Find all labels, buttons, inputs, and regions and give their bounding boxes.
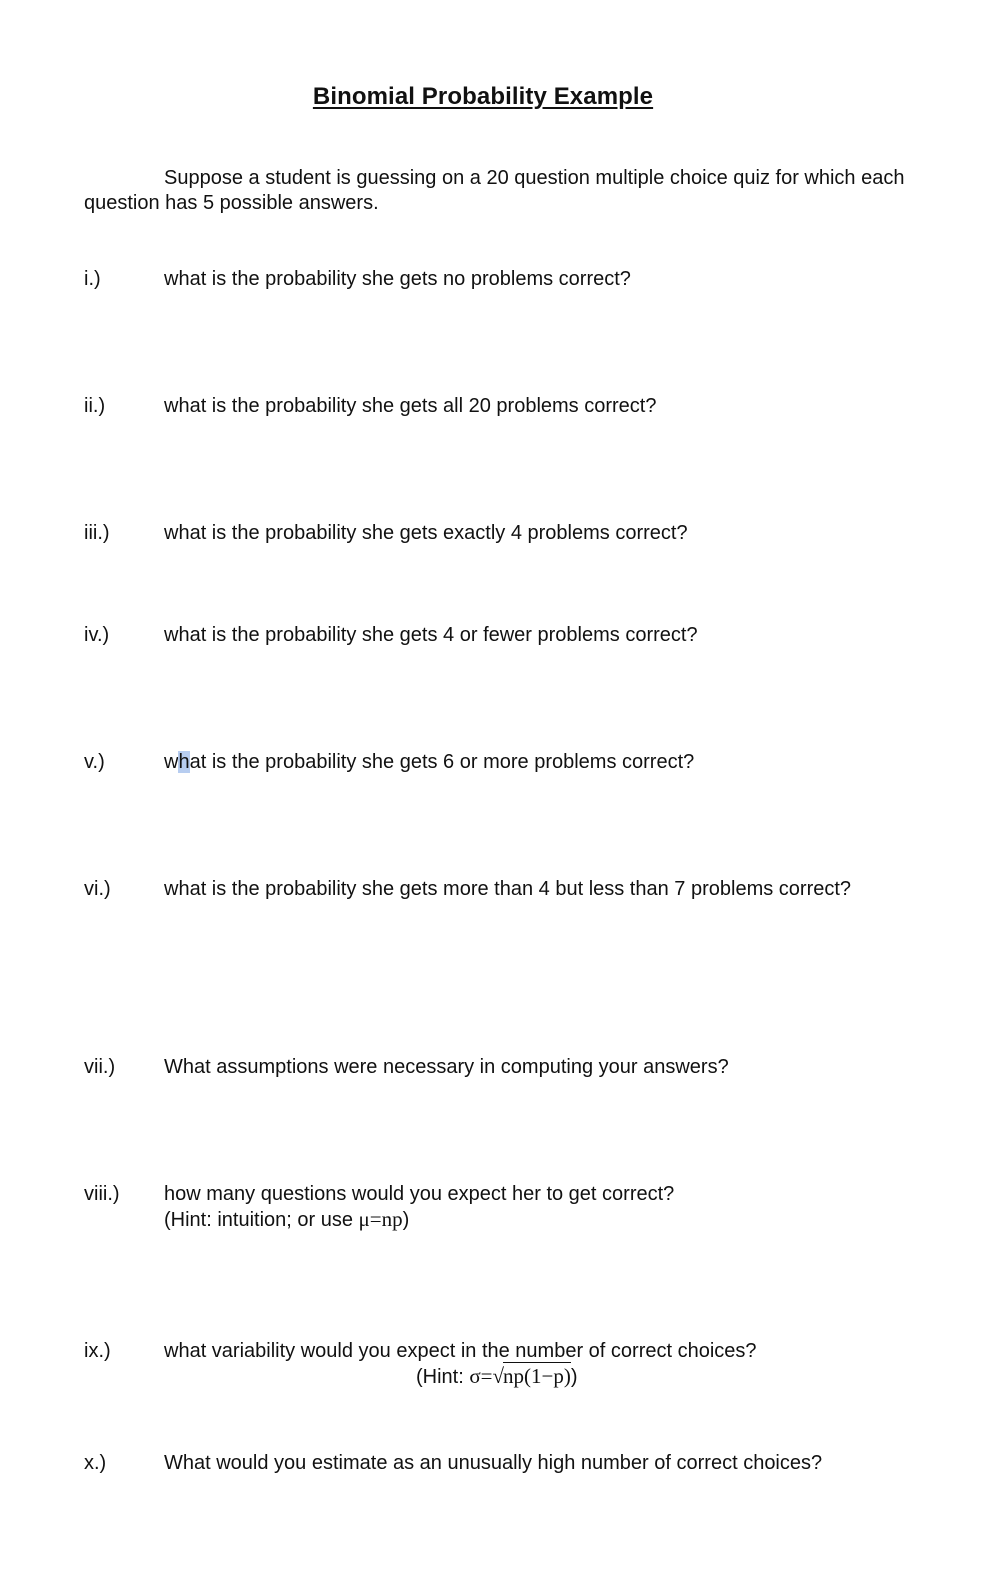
intro-text: Suppose a student is guessing on a 20 question multiple choice quiz for which each question has 5 possible answers. <box>84 167 905 214</box>
sd-formula-lhs: σ= <box>469 1364 493 1388</box>
question-text: What would you estimate as an unusually high number of correct choices? <box>164 1452 823 1474</box>
question-number: x.) <box>84 1452 107 1474</box>
question-text: what is the probability she gets exactly 4 problems correct? <box>164 522 688 544</box>
question-number: v.) <box>84 751 105 773</box>
question-text: What assumptions were necessary in computing your answers? <box>164 1056 729 1078</box>
hint-suffix: ) <box>402 1209 410 1231</box>
hint-prefix: (Hint: <box>416 1366 470 1388</box>
question-text: what variability would you expect in the number of correct choices? <box>164 1340 757 1362</box>
text-selection-highlight[interactable]: h <box>178 751 190 773</box>
question-text: what is the probability she gets no problems correct? <box>164 268 631 290</box>
question-number: ii.) <box>84 395 106 417</box>
question-text: what is the probability she gets 4 or fewer problems correct? <box>164 624 698 646</box>
question-number: vi.) <box>84 878 111 900</box>
question-text-rest: at is the probability she gets 6 or more problems correct? <box>189 751 695 773</box>
radical-sign-icon: √ <box>492 1364 505 1388</box>
intro-paragraph <box>84 166 944 216</box>
question-text: what is the probability she gets all 20 problems correct? <box>164 395 657 417</box>
question-number: vii.) <box>84 1056 116 1078</box>
question-number: iv.) <box>84 624 110 646</box>
hint-prefix: (Hint: intuition; or use <box>164 1209 359 1231</box>
question-number: viii.) <box>84 1183 120 1205</box>
square-root <box>493 1364 571 1389</box>
question-number: iii.) <box>84 522 110 544</box>
hint-line <box>164 1207 674 1233</box>
sd-formula <box>469 1364 571 1388</box>
hint-suffix: ) <box>570 1366 578 1388</box>
question-text[interactable] <box>164 750 694 775</box>
question-text: what is the probability she gets more than 4 but less than 7 problems correct? <box>164 878 852 900</box>
question-number: i.) <box>84 268 101 290</box>
radicand: np(1−p) <box>503 1364 571 1388</box>
document-title: Binomial Probability Example <box>312 83 654 110</box>
mean-formula: μ=np <box>358 1207 403 1231</box>
question-text-start: w <box>164 751 179 773</box>
question-number: ix.) <box>84 1340 111 1362</box>
hint-line <box>416 1364 578 1390</box>
question-text: how many questions would you expect her to get correct? <box>164 1183 675 1205</box>
